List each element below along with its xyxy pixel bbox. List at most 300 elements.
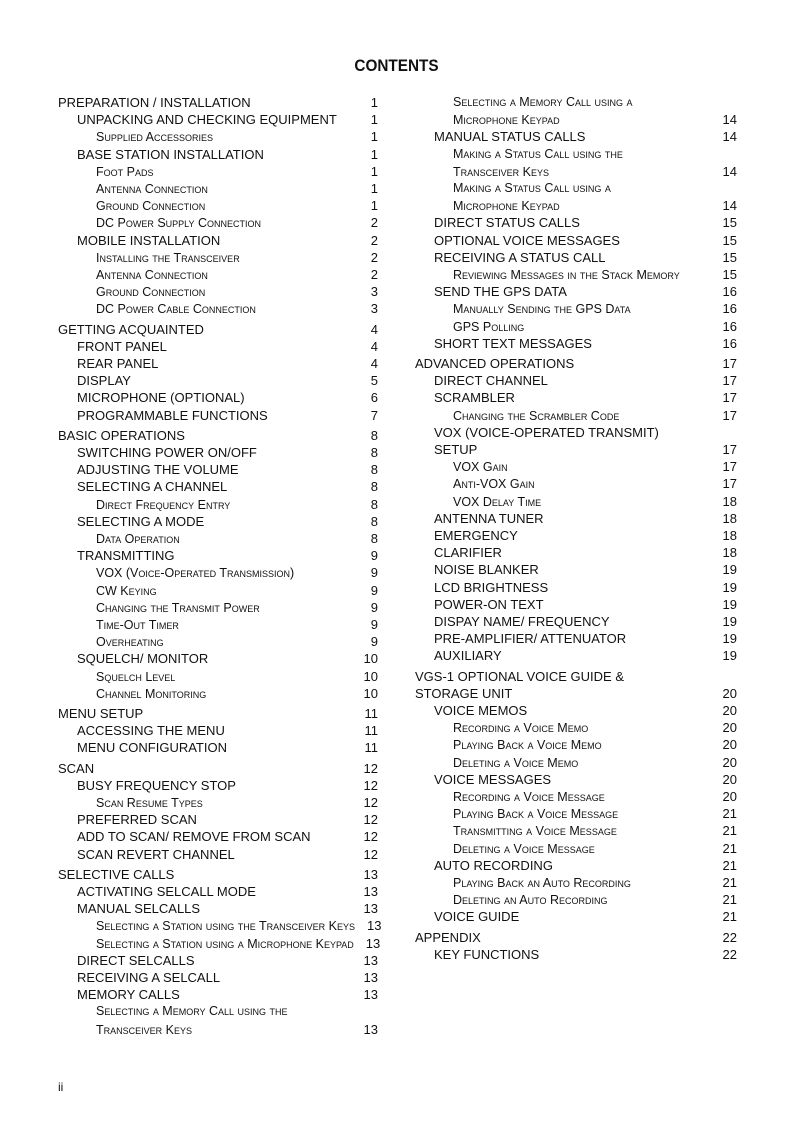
toc-entry[interactable] xyxy=(415,181,737,196)
toc-entry[interactable] xyxy=(58,723,378,738)
toc-entry[interactable] xyxy=(415,858,737,873)
toc-entry[interactable] xyxy=(58,390,378,405)
toc-entry-page: 9 xyxy=(370,565,378,581)
toc-entry-page: 13 xyxy=(363,987,378,1003)
toc-entry[interactable] xyxy=(415,597,737,612)
toc-entry[interactable] xyxy=(58,479,378,494)
toc-entry[interactable] xyxy=(58,901,378,916)
toc-entry[interactable] xyxy=(415,215,737,230)
toc-entry[interactable] xyxy=(58,669,378,684)
toc-entry[interactable] xyxy=(415,669,737,684)
toc-entry-title: ACCESSING THE MENU xyxy=(77,723,225,739)
toc-entry[interactable] xyxy=(415,875,737,890)
toc-entry-page: 17 xyxy=(722,407,737,423)
toc-entry-title: NOISE BLANKER xyxy=(434,562,539,578)
toc-entry-page: 20 xyxy=(722,685,737,701)
toc-entry-page: 15 xyxy=(722,232,737,248)
toc-entry-title: MEMORY CALLS xyxy=(77,987,180,1003)
toc-entry[interactable] xyxy=(415,233,737,248)
toc-entry-title: SELECTING A CHANNEL xyxy=(77,479,228,495)
toc-entry-title: MANUAL STATUS CALLS xyxy=(434,129,586,145)
toc-entry-page: 18 xyxy=(722,545,737,561)
toc-entry-title: Microphone Keypad xyxy=(453,199,560,214)
toc-entry-page: 3 xyxy=(370,301,378,317)
toc-entry-page: 2 xyxy=(370,232,378,248)
toc-entry-title: Transceiver Keys xyxy=(96,1022,192,1037)
toc-entry-page: 8 xyxy=(370,427,378,443)
toc-entry-title: Changing the Scrambler Code xyxy=(453,408,620,423)
toc-entry-title: CW Keying xyxy=(96,583,157,598)
toc-entry-title: Recording a Voice Memo xyxy=(453,721,589,736)
toc-entry-title: ANTENNA TUNER xyxy=(434,510,544,526)
toc-entry[interactable] xyxy=(415,319,737,334)
toc-entry-title: DIRECT STATUS CALLS xyxy=(434,215,580,231)
toc-entry-title: Deleting a Voice Message xyxy=(453,841,595,856)
toc-entry-title: Overheating xyxy=(96,635,164,650)
toc-entry-page: 12 xyxy=(363,829,378,845)
page-title: CONTENTS xyxy=(354,56,439,75)
toc-entry[interactable] xyxy=(415,892,737,907)
toc-entry-page: 14 xyxy=(722,163,737,179)
toc-entry[interactable] xyxy=(58,935,381,951)
toc-entry-title: BASIC OPERATIONS xyxy=(58,427,185,443)
toc-entry-page: 17 xyxy=(722,459,737,475)
toc-entry-page: 4 xyxy=(370,356,378,371)
page-number: ii xyxy=(58,1080,64,1094)
toc-entry-title: Scan Resume Types xyxy=(96,796,203,810)
toc-entry-page: 13 xyxy=(363,901,378,917)
toc-entry[interactable] xyxy=(415,164,737,179)
toc-entry[interactable] xyxy=(415,648,737,663)
toc-entry[interactable] xyxy=(415,511,737,526)
toc-entry-page: 21 xyxy=(722,823,737,839)
toc-entry[interactable] xyxy=(58,445,378,460)
toc-entry-title: UNPACKING AND CHECKING EQUIPMENT xyxy=(77,112,337,128)
toc-entry-title: Supplied Accessories xyxy=(96,130,213,145)
toc-entry-page: 13 xyxy=(363,866,378,882)
toc-entry[interactable] xyxy=(58,181,378,196)
toc-entry-page: 15 xyxy=(722,267,737,282)
toc-entry[interactable] xyxy=(415,737,737,752)
toc-entry-title: Making a Status Call using a xyxy=(453,181,611,195)
toc-entry-page: 17 xyxy=(722,476,737,492)
toc-entry-title: BUSY FREQUENCY STOP xyxy=(77,777,236,793)
toc-entry[interactable] xyxy=(58,531,378,546)
toc-entry-title: Deleting an Auto Recording xyxy=(453,893,608,908)
toc-entry[interactable] xyxy=(415,250,737,265)
toc-entry-page: 10 xyxy=(363,668,378,684)
toc-entry-title: EMERGENCY xyxy=(434,528,518,543)
toc-entry-title: Recording a Voice Message xyxy=(453,790,605,804)
toc-entry[interactable] xyxy=(415,545,737,560)
toc-entry[interactable] xyxy=(58,373,378,388)
toc-entry-page: 1 xyxy=(370,146,378,162)
toc-entry-page: 13 xyxy=(363,970,378,985)
toc-entry-page: 19 xyxy=(722,614,737,629)
toc-entry[interactable] xyxy=(415,356,737,371)
toc-entry[interactable] xyxy=(58,1022,378,1037)
toc-entry-page: 5 xyxy=(370,373,378,389)
toc-entry-title: SETUP xyxy=(434,442,478,457)
toc-entry-title: Direct Frequency Entry xyxy=(96,497,231,512)
toc-entry[interactable] xyxy=(415,284,737,299)
toc-entry[interactable] xyxy=(415,494,737,509)
toc-entry-title: FRONT PANEL xyxy=(77,338,167,354)
toc-entry-page: 20 xyxy=(722,737,737,753)
toc-entry-page: 6 xyxy=(370,390,378,406)
toc-entry-title: SQUELCH/ MONITOR xyxy=(77,651,209,667)
toc-entry-title: VOICE GUIDE xyxy=(434,909,520,925)
toc-entry-title: DISPLAY xyxy=(77,373,131,389)
toc-entry[interactable] xyxy=(58,462,378,477)
toc-entry-page: 21 xyxy=(722,909,737,925)
toc-entry-page: 19 xyxy=(722,579,737,595)
toc-entry[interactable] xyxy=(58,686,378,701)
toc-entry[interactable] xyxy=(415,720,737,735)
toc-entry[interactable] xyxy=(58,250,378,265)
toc-entry-title: BASE STATION INSTALLATION xyxy=(77,146,264,162)
toc-entry[interactable] xyxy=(58,740,378,755)
toc-entry-page: 13 xyxy=(365,935,381,951)
toc-entry[interactable] xyxy=(58,198,378,213)
toc-entry-page: 1 xyxy=(370,112,378,128)
toc-entry-page: 19 xyxy=(722,648,737,664)
toc-entry-title: PRE-AMPLIFIER/ ATTENUATOR xyxy=(434,631,627,647)
toc-entry-page: 16 xyxy=(722,301,737,317)
toc-entry-page: 9 xyxy=(370,582,378,598)
toc-entry-title: AUTO RECORDING xyxy=(434,857,553,873)
toc-entry[interactable] xyxy=(415,580,737,595)
toc-entry[interactable] xyxy=(58,795,378,810)
toc-entry-page: 12 xyxy=(363,812,378,828)
toc-entry-page: 8 xyxy=(370,496,378,512)
toc-entry[interactable] xyxy=(58,514,378,529)
toc-entry-title: Transceiver Keys xyxy=(453,164,549,179)
toc-entry-page: 21 xyxy=(722,875,737,890)
toc-entry-page: 9 xyxy=(370,548,378,564)
toc-entry-page: 12 xyxy=(363,777,378,793)
toc-entry[interactable] xyxy=(415,267,737,282)
toc-entry-page: 14 xyxy=(722,129,737,145)
toc-entry-title: SCAN REVERT CHANNEL xyxy=(77,846,235,862)
toc-entry[interactable] xyxy=(415,476,737,491)
toc-entry-title: PREFERRED SCAN xyxy=(77,812,197,828)
toc-entry-page: 8 xyxy=(370,513,378,529)
toc-entry-page: 16 xyxy=(722,284,737,300)
toc-entry[interactable] xyxy=(415,373,737,388)
toc-entry[interactable] xyxy=(415,823,737,838)
toc-entry[interactable] xyxy=(415,198,737,213)
toc-entry-page: 2 xyxy=(370,249,378,265)
toc-entry-page: 15 xyxy=(722,249,737,265)
toc-entry-page: 2 xyxy=(370,267,378,282)
toc-entry-page: 11 xyxy=(364,740,378,756)
toc-entry[interactable] xyxy=(58,953,378,968)
toc-entry[interactable] xyxy=(415,442,737,457)
toc-entry-title: Playing Back a Voice Memo xyxy=(453,738,602,753)
toc-entry[interactable] xyxy=(415,425,737,440)
toc-entry-page: 11 xyxy=(364,723,378,739)
toc-entry[interactable] xyxy=(415,390,737,405)
toc-entry-title: SEND THE GPS DATA xyxy=(434,284,567,300)
toc-entry-page: 20 xyxy=(722,720,737,736)
toc-entry[interactable] xyxy=(58,583,378,598)
toc-entry-title: DC Power Supply Connection xyxy=(96,216,262,231)
toc-entry-page: 7 xyxy=(370,407,378,423)
toc-entry[interactable] xyxy=(58,867,378,882)
toc-entry-page: 8 xyxy=(370,445,378,460)
toc-entry-page: 17 xyxy=(722,373,737,389)
toc-entry-page: 21 xyxy=(722,892,737,908)
toc-entry-page: 10 xyxy=(363,685,378,701)
toc-entry[interactable] xyxy=(58,428,378,443)
toc-entry-title: CLARIFIER xyxy=(434,545,502,561)
toc-entry-page: 20 xyxy=(722,789,737,804)
toc-entry-title: VOICE MEMOS xyxy=(434,703,528,718)
toc-entry-page: 20 xyxy=(722,703,737,718)
toc-entry[interactable] xyxy=(58,761,378,776)
toc-entry[interactable] xyxy=(58,884,378,899)
toc-entry[interactable] xyxy=(58,301,378,316)
toc-entry[interactable] xyxy=(58,600,378,615)
toc-entry[interactable] xyxy=(58,284,378,299)
toc-entry[interactable] xyxy=(58,634,378,649)
toc-entry-page: 1 xyxy=(370,95,378,110)
toc-entry-page: 17 xyxy=(722,442,737,457)
toc-entry-title: Transmitting a Voice Message xyxy=(453,824,617,839)
toc-entry-title: GETTING ACQUAINTED xyxy=(58,321,204,337)
toc-entry-title: VOICE MESSAGES xyxy=(434,771,552,787)
toc-entry[interactable] xyxy=(58,497,378,512)
toc-entry-page: 20 xyxy=(722,771,737,787)
toc-entry[interactable] xyxy=(58,322,378,337)
toc-entry-title: Selecting a Memory Call using a xyxy=(453,95,633,109)
toc-entry-page: 9 xyxy=(370,634,378,650)
toc-entry-title: Channel Monitoring xyxy=(96,686,207,701)
toc-entry[interactable] xyxy=(58,548,378,563)
toc-entry-title: VGS-1 OPTIONAL VOICE GUIDE & xyxy=(415,668,625,684)
toc-entry-title: MANUAL SELCALLS xyxy=(77,901,201,917)
toc-entry[interactable] xyxy=(58,356,378,371)
toc-entry-title: DIRECT SELCALLS xyxy=(77,952,195,968)
toc-entry-title: TRANSMITTING xyxy=(77,548,175,564)
toc-entry[interactable] xyxy=(58,233,378,248)
toc-entry-title: Anti-VOX Gain xyxy=(453,477,535,492)
toc-entry[interactable] xyxy=(58,339,378,354)
toc-entry-title: Deleting a Voice Memo xyxy=(453,755,579,770)
toc-entry-title: MENU CONFIGURATION xyxy=(77,740,227,756)
toc-entry-title: ADJUSTING THE VOLUME xyxy=(77,462,239,478)
toc-entry[interactable] xyxy=(415,909,737,924)
toc-entry-title: VOX (VOICE-OPERATED TRANSMIT) xyxy=(434,424,659,440)
toc-entry-page: 8 xyxy=(370,531,378,546)
toc-entry[interactable] xyxy=(415,806,737,821)
toc-entry-title: Microphone Keypad xyxy=(453,113,560,128)
toc-entry-title: SHORT TEXT MESSAGES xyxy=(434,335,592,351)
toc-entry[interactable] xyxy=(58,918,382,934)
toc-entry[interactable] xyxy=(415,755,737,770)
toc-entry[interactable] xyxy=(58,267,378,282)
toc-entry[interactable] xyxy=(58,617,378,632)
toc-entry-page: 12 xyxy=(363,846,378,862)
toc-entry-page: 16 xyxy=(722,335,737,351)
toc-entry-title: PREPARATION / INSTALLATION xyxy=(58,95,251,110)
toc-entry-page: 22 xyxy=(722,929,737,945)
toc-entry-page: 14 xyxy=(722,198,737,214)
toc-entry-title: Antenna Connection xyxy=(96,268,208,282)
toc-entry-page: 13 xyxy=(366,918,382,934)
toc-entry-page: 18 xyxy=(722,528,737,543)
toc-entry-title: POWER-ON TEXT xyxy=(434,596,544,612)
toc-entry[interactable] xyxy=(415,301,737,316)
toc-entry-page: 18 xyxy=(722,510,737,526)
toc-entry-page: 12 xyxy=(363,795,378,810)
toc-entry-title: Playing Back a Voice Message xyxy=(453,807,619,822)
toc-entry-title: DC Power Cable Connection xyxy=(96,302,256,317)
toc-entry[interactable] xyxy=(415,408,737,423)
toc-entry[interactable] xyxy=(58,95,378,110)
toc-entry-title: Data Operation xyxy=(96,532,180,546)
toc-entry-title: LCD BRIGHTNESS xyxy=(434,579,549,595)
toc-entry-page: 13 xyxy=(363,884,378,899)
toc-entry-title: ADD TO SCAN/ REMOVE FROM SCAN xyxy=(77,829,311,845)
toc-entry-title: Time-Out Timer xyxy=(96,618,179,632)
toc-entry[interactable] xyxy=(415,930,737,945)
toc-entry-page: 19 xyxy=(722,596,737,612)
toc-entry-title: Selecting a Memory Call using the xyxy=(96,1004,288,1019)
toc-entry-title: AUXILIARY xyxy=(434,648,502,664)
toc-entry-page: 4 xyxy=(370,338,378,354)
toc-entry-title: GPS Polling xyxy=(453,319,525,334)
toc-entry-title: Playing Back an Auto Recording xyxy=(453,876,631,890)
toc-entry[interactable] xyxy=(58,129,378,144)
toc-entry-title: KEY FUNCTIONS xyxy=(434,946,540,962)
toc-entry-title: SWITCHING POWER ON/OFF xyxy=(77,445,257,460)
toc-entry-title: Manually Sending the GPS Data xyxy=(453,302,631,317)
toc-entry-title: REAR PANEL xyxy=(77,356,159,371)
toc-entry[interactable] xyxy=(58,147,378,162)
toc-entry-page: 21 xyxy=(722,840,737,856)
toc-entry-title: Antenna Connection xyxy=(96,182,208,196)
toc-entry-title: VOX Gain xyxy=(453,460,508,475)
toc-entry-title: DISPAY NAME/ FREQUENCY xyxy=(434,614,610,629)
toc-entry-page: 20 xyxy=(722,754,737,770)
toc-entry[interactable] xyxy=(415,562,737,577)
toc-entry[interactable] xyxy=(58,215,378,230)
toc-entry[interactable] xyxy=(58,408,378,423)
toc-entry[interactable] xyxy=(415,772,737,787)
toc-entry[interactable] xyxy=(58,847,378,862)
toc-entry-title: SELECTING A MODE xyxy=(77,513,205,529)
toc-entry-page: 9 xyxy=(370,617,378,632)
toc-entry[interactable] xyxy=(415,528,737,543)
toc-entry-page: 18 xyxy=(722,493,737,509)
toc-entry-page: 13 xyxy=(363,952,378,968)
toc-entry-title: Changing the Transmit Power xyxy=(96,600,260,615)
toc-entry-page: 3 xyxy=(370,284,378,300)
toc-entry-page: 12 xyxy=(363,760,378,776)
toc-entry[interactable] xyxy=(415,841,737,856)
toc-entry-page: 16 xyxy=(722,318,737,334)
toc-entry-page: 1 xyxy=(370,181,378,196)
toc-entry[interactable] xyxy=(415,703,737,718)
toc-entry[interactable] xyxy=(415,112,737,127)
toc-entry-title: SCRAMBLER xyxy=(434,390,515,406)
toc-entry-page: 14 xyxy=(722,112,737,128)
toc-entry-title: ACTIVATING SELCALL MODE xyxy=(77,884,256,899)
toc-entry[interactable] xyxy=(58,778,378,793)
toc-entry-title: Selecting a Station using a Microphone Keypad xyxy=(96,936,354,951)
toc-entry[interactable] xyxy=(58,164,378,179)
toc-entry[interactable] xyxy=(58,651,378,666)
toc-entry[interactable] xyxy=(58,706,378,721)
toc-entry-title: SCAN xyxy=(58,760,95,776)
toc-entry-page: 13 xyxy=(363,1021,378,1037)
toc-entry-title: Selecting a Station using the Transceiver Keys xyxy=(96,919,355,934)
toc-entry-page: 17 xyxy=(722,356,737,371)
toc-entry-title: VOX (Voice-Operated Transmission) xyxy=(96,566,295,581)
toc-entry-title: Ground Connection xyxy=(96,285,206,300)
toc-entry-title: MENU SETUP xyxy=(58,706,144,721)
toc-entry-title: MICROPHONE (OPTIONAL) xyxy=(77,390,245,406)
toc-entry-page: 8 xyxy=(370,479,378,495)
toc-entry-page: 19 xyxy=(722,562,737,578)
toc-entry[interactable] xyxy=(58,829,378,844)
toc-entry-page: 21 xyxy=(722,857,737,873)
toc-entry-page: 19 xyxy=(722,631,737,647)
toc-entry[interactable] xyxy=(415,129,737,144)
toc-entry-title: SELECTIVE CALLS xyxy=(58,866,175,882)
toc-entry-page: 21 xyxy=(722,806,737,822)
toc-entry[interactable] xyxy=(58,812,378,827)
toc-entry-title: Ground Connection xyxy=(96,199,206,214)
toc-entry[interactable] xyxy=(415,336,737,351)
toc-entry-title: RECEIVING A SELCALL xyxy=(77,970,221,985)
toc-entry[interactable] xyxy=(58,970,378,985)
toc-entry[interactable] xyxy=(415,614,737,629)
toc-entry[interactable] xyxy=(415,459,737,474)
toc-entry-page: 17 xyxy=(722,390,737,406)
toc-entry[interactable] xyxy=(58,112,378,127)
toc-entry-title: Reviewing Messages in the Stack Memory xyxy=(453,268,680,282)
toc-entry-page: 22 xyxy=(722,946,737,962)
toc-entry-page: 4 xyxy=(370,321,378,337)
toc-entry[interactable] xyxy=(415,686,737,701)
toc-entry-page: 1 xyxy=(370,198,378,214)
toc-entry[interactable] xyxy=(415,631,737,646)
toc-entry-page: 1 xyxy=(370,129,378,145)
toc-entry-page: 8 xyxy=(370,462,378,478)
toc-entry[interactable] xyxy=(58,1004,378,1019)
toc-entry[interactable] xyxy=(58,565,378,580)
toc-entry-page: 2 xyxy=(370,215,378,231)
toc-entry-title: RECEIVING A STATUS CALL xyxy=(434,249,606,265)
toc-entry[interactable] xyxy=(58,987,378,1002)
toc-entry-page: 1 xyxy=(370,163,378,179)
toc-entry-title: Squelch Level xyxy=(96,669,176,684)
toc-entry[interactable] xyxy=(415,147,737,162)
toc-entry-title: OPTIONAL VOICE MESSAGES xyxy=(434,232,620,248)
toc-entry-page: 10 xyxy=(363,651,378,667)
toc-entry[interactable] xyxy=(415,789,737,804)
toc-entry[interactable] xyxy=(415,95,737,110)
toc-entry-page: 11 xyxy=(364,706,378,721)
toc-entry-page: 15 xyxy=(722,215,737,231)
toc-entry-title: PROGRAMMABLE FUNCTIONS xyxy=(77,407,268,423)
toc-entry-title: STORAGE UNIT xyxy=(415,685,513,701)
toc-entry-title: Making a Status Call using the xyxy=(453,146,623,161)
toc-entry[interactable] xyxy=(415,947,737,962)
